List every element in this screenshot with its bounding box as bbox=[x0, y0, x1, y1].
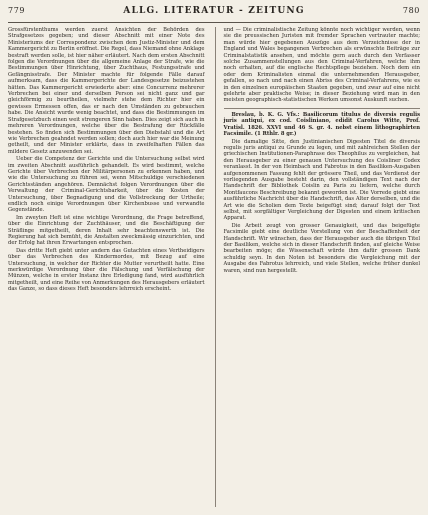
review-paragraph: Die Arbeit zeugt von grosser Genauigkeit, und das beigefügte Facsimile giebt eine deutliche Vorstellung von der Beschaffenheit der Handschrift. Wir wünschen, dass der Herausgeber auch die übrigen Titel der Basiliken, welche sich in dieser Handschrift finden, auf gleiche Weise bearbeiten möge; die Wissenschaft würde ihm dafür grossen Dank schuldig seyn. In den Noten ist besonders die Vergleichung mit der Ausgabe des Fabrotus lehrreich, und viele Stellen, welche früher dunkel waren, sind nun hergestellt. bbox=[223, 222, 420, 274]
left-paragraph: Grossfürstenthums werden zuerst Ansichten der Behörden des Strafgesetzes gegeben; und dieser Abschnitt mit einer Note des Ministeriums der Correspondenz zwischen dem Justiz-Minister und dem Kammergericht zu Berlin eröffnet. Die Regel, dass Niemand ohne Anklage bestraft werden solle, ist hier näher erläutert. Nach dem ersten Abschnitt folgen die Verordnungen über die allgemeine Anlage der Strafe, wie die Bestimmungen über Hinrichtung, über Zuchthaus, Festungsstrafe und Gefängnisstrafe. Der Minister machte für folgende Fälle darauf aufmerksam, dass die Kammergerichte der Landesgesetze beizustehen hätten. Das Kammergericht erwiederte aber: eine Concurrenz mehrerer Verbrechen bei einer und derselben Person sei nicht ganz und gar gleichförmig zu beurtheilen, vielmehr stehe dem Richter hier ein gewisses Ermessen offen, das er nach den Umständen zu gebrauchen habe. Die Ansicht wurde wenig beachtet, und dass die Bestimmungen im Strafgesetzbuch einen weit strengeren Sinn haben. Dies zeigt sich auch in mehreren Verordnungen, welche über die Bestrafung der Rückfälle bestehen. So finden sich Bestimmungen über den Diebstahl und die Art wie Verbrechen geahndet werden sollen; doch auch hier war die Meinung getheilt, und der Minister erklärte, dass in zweifelhaften Fällen das mildere Gesetz anzuwenden sei. bbox=[8, 27, 205, 155]
journal-title: ALLG. LITERATUR - ZEITUNG bbox=[123, 6, 305, 16]
text-columns bbox=[8, 27, 420, 507]
left-paragraph: Im zweyten Heft ist eine wichtige Verordnung, die Frage betreffend, über die Einrichtung der Zuchthäuser, und die Beschäftigung der Sträflinge mitgetheilt, deren Inhalt sehr beachtenswerth ist. Die Regierung hat sich bemüht, die Anstalten zweckmässig einzurichten, und der Erfolg hat ihren Erwartungen entsprochen. bbox=[8, 214, 205, 247]
page-number-right: 780 bbox=[402, 6, 420, 15]
page-number-left: 779 bbox=[8, 6, 26, 15]
left-column bbox=[8, 27, 205, 507]
right-paragraph: und — Die criminalistische Zeitung könnte noch wichtiger werden, wenn sie die preussischen Juristen mit fremder Sprachen vertrauter machte; man würde hier gegebenen Auszüge aus dem Verzeichnisse der in England und Wales begangenen Verbrechen als erwünschte Beiträge zur Criminalstatistik ansehen, und möchte gern auch durch den Verfasser solche Zusammenstellungen aus den Criminal-Verfahren, welche ihm noch erhalten, auf die englische Rechtspflege beziehen. Noch dem ein oder dem Kriminalisten einmal die unternehmenden Herausgeber, gefallen, so nach und nach einen Abriss des Criminal-Verfahrens, wie es in den einzelnen europäischen Staaten gegeben, und zwar auf eine nicht gelehrte aber praktische Weise; in dieser Beziehung wird man in den meisten geographisch-statistischen Werken umsonst Auskunft suchen. bbox=[223, 27, 420, 104]
section-divider bbox=[224, 108, 421, 109]
right-column bbox=[215, 27, 421, 507]
review-paragraph: Die damalige Sitte, den Justinianischen Digesten Titel de diversis regulis juris antiqui zu Grunde zu legen, und mit zahlreichen Stellen der griechischen Institutionen-Paraphrase des Theophilus zu vergleichen, hat den Herausgeber zu einer genauen Untersuchung des Coisliner Codex veranlasst. In der von Heimbach und Fabrotus in den Basiliken-Ausgaben aufgenommenen Fassung fehlt der grössere Theil, und das Verdienst der vorliegenden Ausgabe besteht darin, den vollständigen Text nach der Handschrift der Bibliothek Coislin zu Paris zu liefern, welche durch Montfaucons Beschreibung bekannt geworden ist. Die Vorrede giebt eine ausführliche Nachricht über die Handschrift, das Alter derselben, und die Art wie die Scholien dem Texte beigefügt sind; darauf folgt der Text selbst, mit sorgfältiger Vergleichung der Digesten und einem kritischen Apparat. bbox=[223, 138, 420, 222]
page-header bbox=[8, 6, 420, 23]
review-entry-heading: Breslau, b. K. G. Vfs.: Basilicorum titulus de diversis regulis juris antiqui, ex cod. Coisliniano, edidit Carolus Witte, Prof. Vratisl. 1826. XXVI und 46 S. gr. 4. nebst einem lithographirten Facsimile. (1 Rthlr. 8 gr.) bbox=[223, 111, 420, 138]
left-paragraph: Das dritte Heft giebt unter andern das Gutachten eines Vertheidigers über das Verbrechen des Kindermordes, mit Bezug auf eine Untersuchung, in welcher der Richter die Mutter verurtheilt hatte. Eine merkwürdige Verordnung über die Fälschung und Verfälschung der Münzen, welche in erster Instanz ihre Erledigung fand, wird ausführlich mitgetheilt, und eine Reihe von Anmerkungen des Herausgebers erläutert das Ganze, so dass dieses Heft besonders lehrreich erscheint. bbox=[8, 247, 205, 293]
left-paragraph: Ueber die Competenz der Gerichte und die Untersuchung selbst wird im zweiten Abschnitt ausführlich gehandelt. Es wird bestimmt, welche Gerichte über Verbrechen der Militärpersonen zu erkennen haben, und wie die Untersuchung zu führen sei, wenn Mitschuldige verschiedenen Gerichtsständen angehören. Demnächst folgen Verordnungen über die Verwaltung der Criminal-Gerichtsbarkeit, über die Kosten der Untersuchung, über Begnadigung und die Vollstreckung der Urtheile; endlich noch einige Verordnungen über Kirchenbusse und verwandte Gegenstände. bbox=[8, 156, 205, 214]
